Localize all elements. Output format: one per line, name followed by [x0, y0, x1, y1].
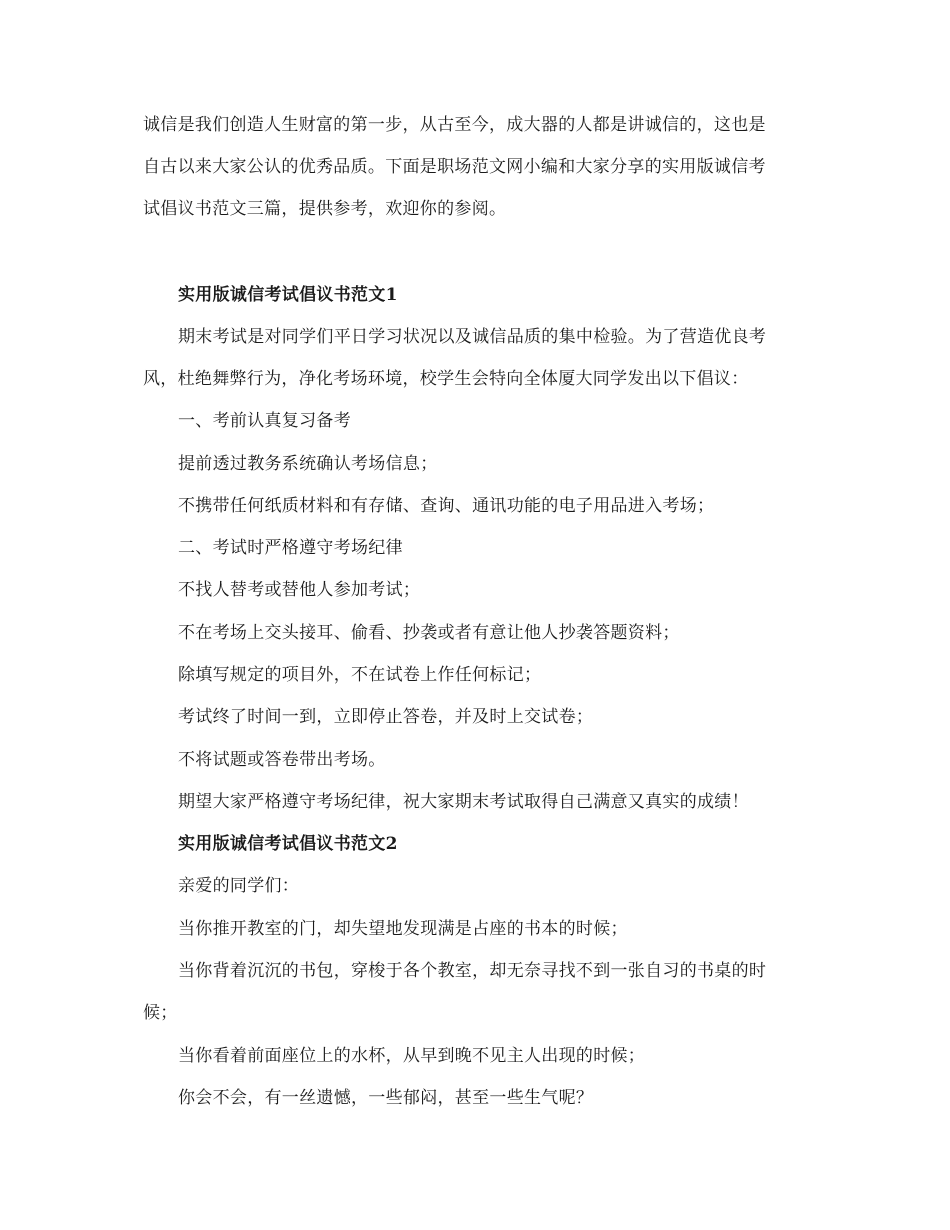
section1-item2-line-4: 考试终了时间一到，立即停止答卷，并及时上交试卷；: [178, 707, 594, 727]
section1-para1-line-2: 风，杜绝舞弊行为，净化考场环境，校学生会特向全体厦大同学发出以下倡议：: [143, 369, 749, 389]
section2-heading: 实用版诚信考试倡议书范文2: [178, 834, 398, 854]
section2-line-1: 当你推开教室的门，却失望地发现满是占座的书本的时候；: [178, 919, 628, 939]
intro-line-2: 自古以来大家公认的优秀品质。下面是职场范文网小编和大家分享的实用版诚信考: [143, 157, 766, 177]
section1-item2-title: 二、考试时严格遵守考场纪律: [178, 538, 403, 558]
section2-line-2a: 当你背着沉沉的书包，穿梭于各个教室，却无奈寻找不到一张自习的书桌的时: [178, 961, 767, 981]
section1-item2-line-5: 不将试题或答卷带出考场。: [178, 750, 386, 770]
section2-line-4: 你会不会，有一丝遗憾，一些郁闷，甚至一些生气呢？: [178, 1088, 594, 1108]
section2-line-2b: 候；: [143, 1003, 178, 1023]
section1-item2-line-2: 不在考场上交头接耳、偷看、抄袭或者有意让他人抄袭答题资料；: [178, 623, 680, 643]
section1-item1-line-1: 提前透过教务系统确认考场信息；: [178, 454, 438, 474]
section2-greeting: 亲爱的同学们：: [178, 876, 300, 896]
section1-closing: 期望大家严格遵守考场纪律，祝大家期末考试取得自己满意又真实的成绩！: [178, 792, 749, 812]
section1-para1-line-1: 期末考试是对同学们平日学习状况以及诚信品质的集中检验。为了营造优良考: [178, 327, 767, 347]
section1-item1-title: 一、考前认真复习备考: [178, 411, 351, 431]
section1-item2-line-3: 除填写规定的项目外，不在试卷上作任何标记；: [178, 665, 542, 685]
intro-line-3: 试倡议书范文三篇，提供参考，欢迎你的参阅。: [143, 199, 507, 219]
intro-line-1: 诚信是我们创造人生财富的第一步，从古至今，成大器的人都是讲诚信的，这也是: [143, 115, 766, 135]
section1-heading: 实用版诚信考试倡议书范文1: [178, 285, 398, 305]
section1-item1-line-2: 不携带任何纸质材料和有存储、查询、通讯功能的电子用品进入考场；: [178, 496, 715, 516]
section2-line-3: 当你看着前面座位上的水杯，从早到晚不见主人出现的时候；: [178, 1046, 646, 1066]
section1-item2-line-1: 不找人替考或替他人参加考试；: [178, 580, 421, 600]
